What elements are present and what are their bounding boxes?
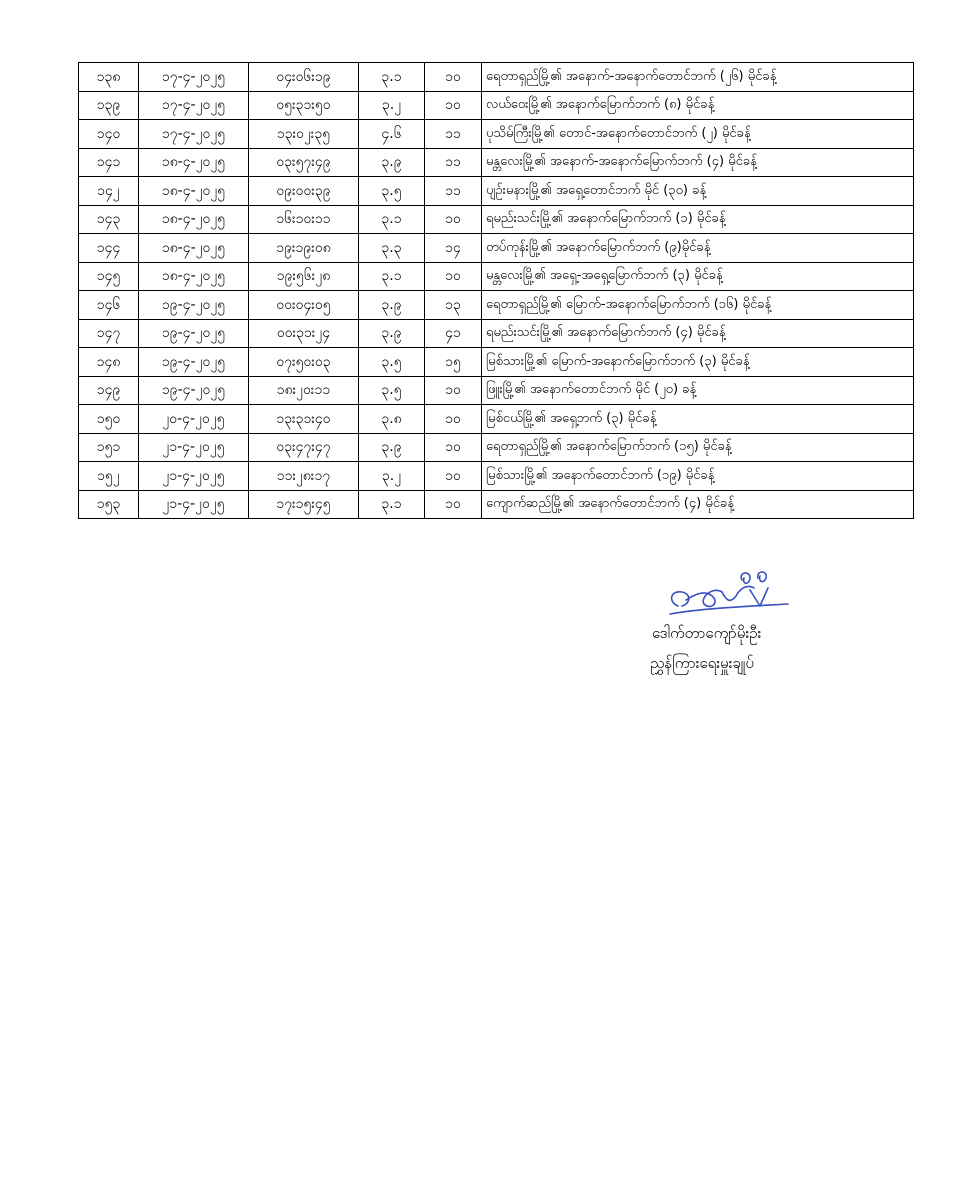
magnitude-cell: ၃.၅ [359,376,425,405]
magnitude-cell: ၃.၉ [359,291,425,320]
table-row [79,262,914,291]
depth-cell: ၁၀ [425,405,482,434]
magnitude-cell: ၃.၃ [359,234,425,263]
event-number-cell: ၁၄၆ [79,291,139,320]
time-cell: ၀၃း၄၇း၄၇ [249,433,359,462]
depth-cell: ၁၀ [425,262,482,291]
location-cell: ရမည်းသင်းမြို့၏ အနောက်မြောက်ဘက် (၄) မိုင်ခန့် [482,319,914,348]
time-cell: ၁၆း၁၀း၁၁ [249,205,359,234]
date-cell: ၁၈-၄-၂၀၂၅ [139,205,249,234]
date-cell: ၁၉-၄-၂၀၂၅ [139,291,249,320]
location-cell: မြစ်သားမြို့၏ အနောက်တောင်ဘက် (၁၉) မိုင်ခန့် [482,462,914,491]
depth-cell: ၁၄ [425,234,482,263]
table-row [79,91,914,120]
time-cell: ၀၇း၅၀း၀၃ [249,348,359,377]
event-number-cell: ၁၄၅ [79,262,139,291]
event-number-cell: ၁၄၀ [79,120,139,149]
event-number-cell: ၁၅၂ [79,462,139,491]
time-cell: ၀၀း၃၁း၂၄ [249,319,359,348]
table-row [79,177,914,206]
magnitude-cell: ၄.၆ [359,120,425,149]
date-cell: ၂၁-၄-၂၀၂၅ [139,433,249,462]
magnitude-cell: ၃.၉ [359,433,425,462]
magnitude-cell: ၃.၉ [359,148,425,177]
signatory-name: ဒေါက်တာကျော်မိုးဦး [652,624,762,642]
event-number-cell: ၁၅၃ [79,490,139,519]
time-cell: ၁၃း၃၁း၄၀ [249,405,359,434]
location-cell: မန္တလေးမြို့၏ အနောက်-အနောက်မြောက်ဘက် (၄) မိုင်ခန့် [482,148,914,177]
event-number-cell: ၁၃၉ [79,91,139,120]
time-cell: ၁၇း၁၅း၄၅ [249,490,359,519]
signatory-title: ညွှန်ကြားရေးမှူးချုပ် [650,654,754,672]
table-row [79,291,914,320]
time-cell: ၁၁း၂၈း၁၇ [249,462,359,491]
magnitude-cell: ၃.၅ [359,348,425,377]
depth-cell: ၄၁ [425,319,482,348]
event-number-cell: ၁၄၂ [79,177,139,206]
location-cell: တပ်ကုန်းမြို့၏ အနောက်မြောက်ဘက် (၉)မိုင်ခန့် [482,234,914,263]
table-row [79,490,914,519]
depth-cell: ၁၁ [425,120,482,149]
event-number-cell: ၁၄၇ [79,319,139,348]
table-row [79,462,914,491]
location-cell: ဖြူးမြို့၏ အနောက်တောင်ဘက် မိုင် (၂၀) ခန့် [482,376,914,405]
location-cell: မြစ်ငယ်မြို့၏ အရှေ့ဘက် (၃) မိုင်ခန့် [482,405,914,434]
table-row [79,433,914,462]
location-cell: ရေတာရှည်မြို့၏ မြောက်-အနောက်မြောက်ဘက် (၁၆) မိုင်ခန့် [482,291,914,320]
location-cell: ပျဉ်းမနားမြို့၏ အရှေ့တောင်ဘက် မိုင် (၃၀) ခန့် [482,177,914,206]
date-cell: ၁၉-၄-၂၀၂၅ [139,376,249,405]
time-cell: ၀၀း၀၄း၀၅ [249,291,359,320]
magnitude-cell: ၃.၈ [359,405,425,434]
event-number-cell: ၁၄၉ [79,376,139,405]
time-cell: ၀၄း၀၆း၁၉ [249,63,359,92]
depth-cell: ၁၅ [425,348,482,377]
location-cell: ရေတာရှည်မြို့၏ အနောက်မြောက်ဘက် (၁၅) မိုင်ခန့် [482,433,914,462]
date-cell: ၁၇-၄-၂၀၂၅ [139,63,249,92]
depth-cell: ၁၀ [425,433,482,462]
depth-cell: ၁၀ [425,462,482,491]
table-row [79,205,914,234]
event-number-cell: ၁၄၈ [79,348,139,377]
magnitude-cell: ၃.၅ [359,177,425,206]
time-cell: ၀၅း၃၁း၅၀ [249,91,359,120]
magnitude-cell: ၃.၂ [359,462,425,491]
magnitude-cell: ၃.၁ [359,490,425,519]
time-cell: ၁၃း၀၂း၃၅ [249,120,359,149]
location-cell: ရမည်းသင်းမြို့၏ အနောက်မြောက်ဘက် (၁) မိုင်ခန့် [482,205,914,234]
depth-cell: ၁၀ [425,91,482,120]
handwritten-signature [664,570,794,620]
location-cell: ရေတာရှည်မြို့၏ အနောက်-အနောက်တောင်ဘက် (၂၆) မိုင်ခန့် [482,63,914,92]
table-row [79,234,914,263]
time-cell: ၁၉း၅၆း၂၈ [249,262,359,291]
date-cell: ၁၈-၄-၂၀၂၅ [139,234,249,263]
depth-cell: ၁၁ [425,177,482,206]
date-cell: ၂၁-၄-၂၀၂၅ [139,490,249,519]
location-cell: မြစ်သားမြို့၏ မြောက်-အနောက်မြောက်ဘက် (၃) မိုင်ခန့် [482,348,914,377]
magnitude-cell: ၃.၁ [359,262,425,291]
location-cell: ကျောက်ဆည်မြို့၏ အနောက်တောင်ဘက် (၄) မိုင်ခန့် [482,490,914,519]
depth-cell: ၁၃ [425,291,482,320]
table-row [79,148,914,177]
earthquake-table-body [79,63,914,519]
table-row [79,376,914,405]
date-cell: ၂၁-၄-၂၀၂၅ [139,462,249,491]
event-number-cell: ၁၄၃ [79,205,139,234]
earthquake-table-container [78,62,913,519]
table-row [79,405,914,434]
event-number-cell: ၁၃၈ [79,63,139,92]
location-cell: မန္တလေးမြို့၏ အရှေ့-အရှေ့မြောက်ဘက် (၃) မိုင်ခန့် [482,262,914,291]
time-cell: ၀၉း၀၀း၃၉ [249,177,359,206]
depth-cell: ၁၀ [425,205,482,234]
table-row [79,319,914,348]
event-number-cell: ၁၄၁ [79,148,139,177]
date-cell: ၁၈-၄-၂၀၂၅ [139,262,249,291]
magnitude-cell: ၃.၂ [359,91,425,120]
date-cell: ၂၀-၄-၂၀၂၅ [139,405,249,434]
table-row [79,63,914,92]
magnitude-cell: ၃.၁ [359,63,425,92]
earthquake-table [78,62,914,519]
magnitude-cell: ၃.၁ [359,205,425,234]
date-cell: ၁၉-၄-၂၀၂၅ [139,319,249,348]
depth-cell: ၁၀ [425,63,482,92]
depth-cell: ၁၀ [425,490,482,519]
time-cell: ၁၉း၁၉း၀၈ [249,234,359,263]
time-cell: ၁၈း၂၀း၁၁ [249,376,359,405]
depth-cell: ၁၀ [425,376,482,405]
date-cell: ၁၇-၄-၂၀၂၅ [139,120,249,149]
magnitude-cell: ၃.၉ [359,319,425,348]
location-cell: ပုသိမ်ကြီးမြို့၏ တောင်-အနောက်တောင်ဘက် (၂) မိုင်ခန့် [482,120,914,149]
date-cell: ၁၈-၄-၂၀၂၅ [139,177,249,206]
time-cell: ၀၃း၅၇း၄၉ [249,148,359,177]
table-row [79,120,914,149]
date-cell: ၁၈-၄-၂၀၂၅ [139,148,249,177]
location-cell: လယ်ဝေးမြို့၏ အနောက်မြောက်ဘက် (၈) မိုင်ခန့် [482,91,914,120]
depth-cell: ၁၁ [425,148,482,177]
event-number-cell: ၁၅၁ [79,433,139,462]
date-cell: ၁၉-၄-၂၀၂၅ [139,348,249,377]
table-row [79,348,914,377]
event-number-cell: ၁၄၄ [79,234,139,263]
event-number-cell: ၁၅၀ [79,405,139,434]
date-cell: ၁၇-၄-၂၀၂၅ [139,91,249,120]
